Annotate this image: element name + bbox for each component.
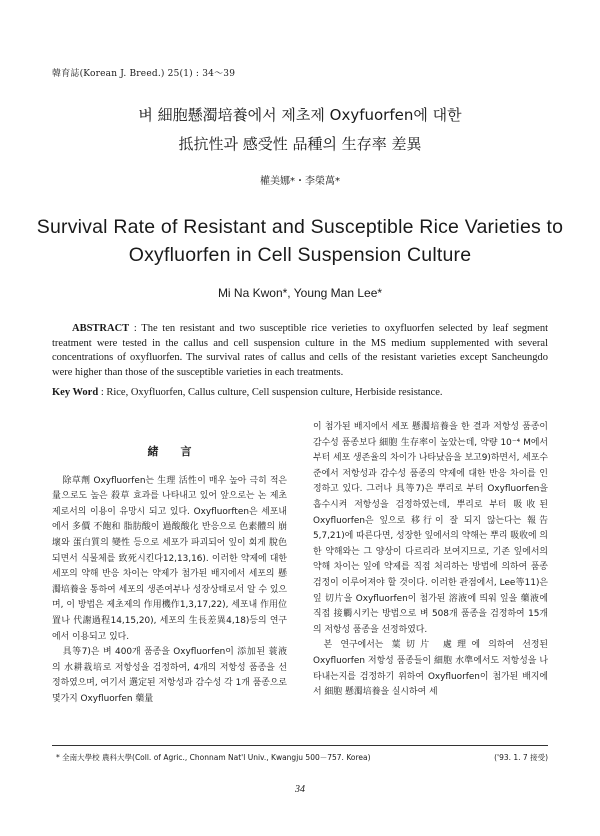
korean-title-line-2: 抵抗性과 感受性 品種의 生存率 差異 xyxy=(178,135,422,153)
section-heading-introduction: 緒言 xyxy=(147,445,214,458)
left-paragraph-1: 除草劑 Oxyfluorfen는 生理 活性이 매우 높아 극히 적은 量으로도 높은 殺草 효과를 나타내고 있어 앞으로는 논 제초제로서의 이용이 유망시 되고 있다. Oxyfluorften은 세포내에서 多價 不飽和 脂肪酸이 過酸酸化 반응으로 色素體의 崩壞와 蛋白質의 變性 등으로 세포가 파괴되어 잎이 회게 脫色되면서 식물체를 致死시킨다12,13,16). 이러한 약제에 대한 세포의 약해 반응 차이는 약제가 첨가된 배지에서 세포의 懸濁培養을 통하여 세포의 생존여부나 성장상태로서 알 수 있으며, 이 방법은 제초제의 作用機作1,3,17,22), 세포내 作用位置나 代謝過程14,15,20), 세포의 生長差異4,18)등의 연구에서 이용되고 있다. xyxy=(52,475,287,642)
journal-citation: 韓育誌(Korean J. Breed.) 25(1) : 34～39 xyxy=(52,69,236,79)
english-title-line-1: Survival Rate of Resistant and Susceptible Rice Varieties to xyxy=(36,216,564,238)
keywords-label: Key Word xyxy=(52,387,99,398)
right-paragraph-2: 본 연구에서는 葉切片 處理에 의하여 선정된 Oxyfluorfen 저항성 품종들이 細胞 水準에서도 저항성을 나타내는지를 검정하기 위하여 Oxyfluorfen이 첨가된 배지에서 細胞 懸濁培養을 실시하여 세 xyxy=(313,640,548,698)
right-paragraph-1: 이 첨가된 배지에서 세포 懸濁培養을 한 결과 저항성 품종이 감수성 품종보다 細胞 生存率이 높았는데, 약량 10⁻⁴ M에서 부터 세포 생존율의 차이가 나타났음을 보고9)하면서, 세포수준에서 저항성과 감수성 품종의 약제에 대한 반응 차이를 인정하고 있다. 그러나 具等7)은 뿌리로 부터 Oxyfluorfen을 흡수시켜 저항성을 검정하였는데, 뿌리로 부터 吸收된 Oxyfluorfen은 잎으로 移行이 잘 되지 않는다는 報告5,7,21)에 따른다면, 성장한 잎에서의 약해는 뿌리 吸收에 의한 약해와는 그 양상이 다르리라 보여지므로, 기존 잎에서의 약해 차이는 잎에 약제를 직접 처리하는 방법에 의하여 품종 검정이 이루어져야 할 것이다. 이러한 관점에서, Lee等11)은 잎 切片을 Oxyfluorfen이 첨가된 溶液에 띄워 잎을 藥液에 직접 接觸시키는 방법으로 벼 508개 품종을 검정하여 15개의 저항성 품종을 선정하였다. xyxy=(313,422,548,635)
left-column xyxy=(52,420,287,708)
english-title-line-2: Oxyfluorfen in Cell Suspension Culture xyxy=(128,244,472,266)
page-number: 34 xyxy=(295,784,305,795)
affiliation-footnote: * 全南大學校 農科大學(Coll. of Agric., Chonnam Nat'l Univ., Kwangju 500－757. Korea) xyxy=(56,753,371,762)
abstract xyxy=(52,322,548,380)
received-date: ('93. 1. 7 接受) xyxy=(494,753,548,762)
english-authors: Mi Na Kwon*, Young Man Lee* xyxy=(217,286,383,300)
keywords-text: : Rice, Oxyfluorfen, Callus culture, Cell suspension culture, Herbiside resistance. xyxy=(98,387,443,398)
abstract-text: : The ten resistant and two susceptible rice verieties to oxyfluorfen selected by leaf segment treatment were tested in the callus and cell suspension culture in the MS medium supplemented with several concentrations of oxyfluorfen. The survival rates of callus and cells of the resistant varieties except Sancheungdo were higher than those of the susceptible varieties in each treatments. xyxy=(52,323,548,378)
left-paragraph-2: 具等7)은 벼 400개 품종을 Oxyfluorfen이 添加된 蓑液의 水耕栽培로 저항성을 검정하여, 4개의 저항성 품종을 선정하였으며, 여기서 選定된 저항성과 감수성 각 1개 품종으로 몇가지 Oxyfluorfen 藥量 xyxy=(52,647,287,704)
right-column xyxy=(313,420,548,701)
abstract-label: ABSTRACT xyxy=(72,323,130,334)
keywords xyxy=(52,387,548,398)
footnote-divider xyxy=(52,745,548,746)
korean-title-line-1: 벼 細胞懸濁培養에서 제초제 Oxyfuorfen에 대한 xyxy=(138,106,462,124)
korean-authors: 權美娜*・李榮萬* xyxy=(260,176,340,187)
